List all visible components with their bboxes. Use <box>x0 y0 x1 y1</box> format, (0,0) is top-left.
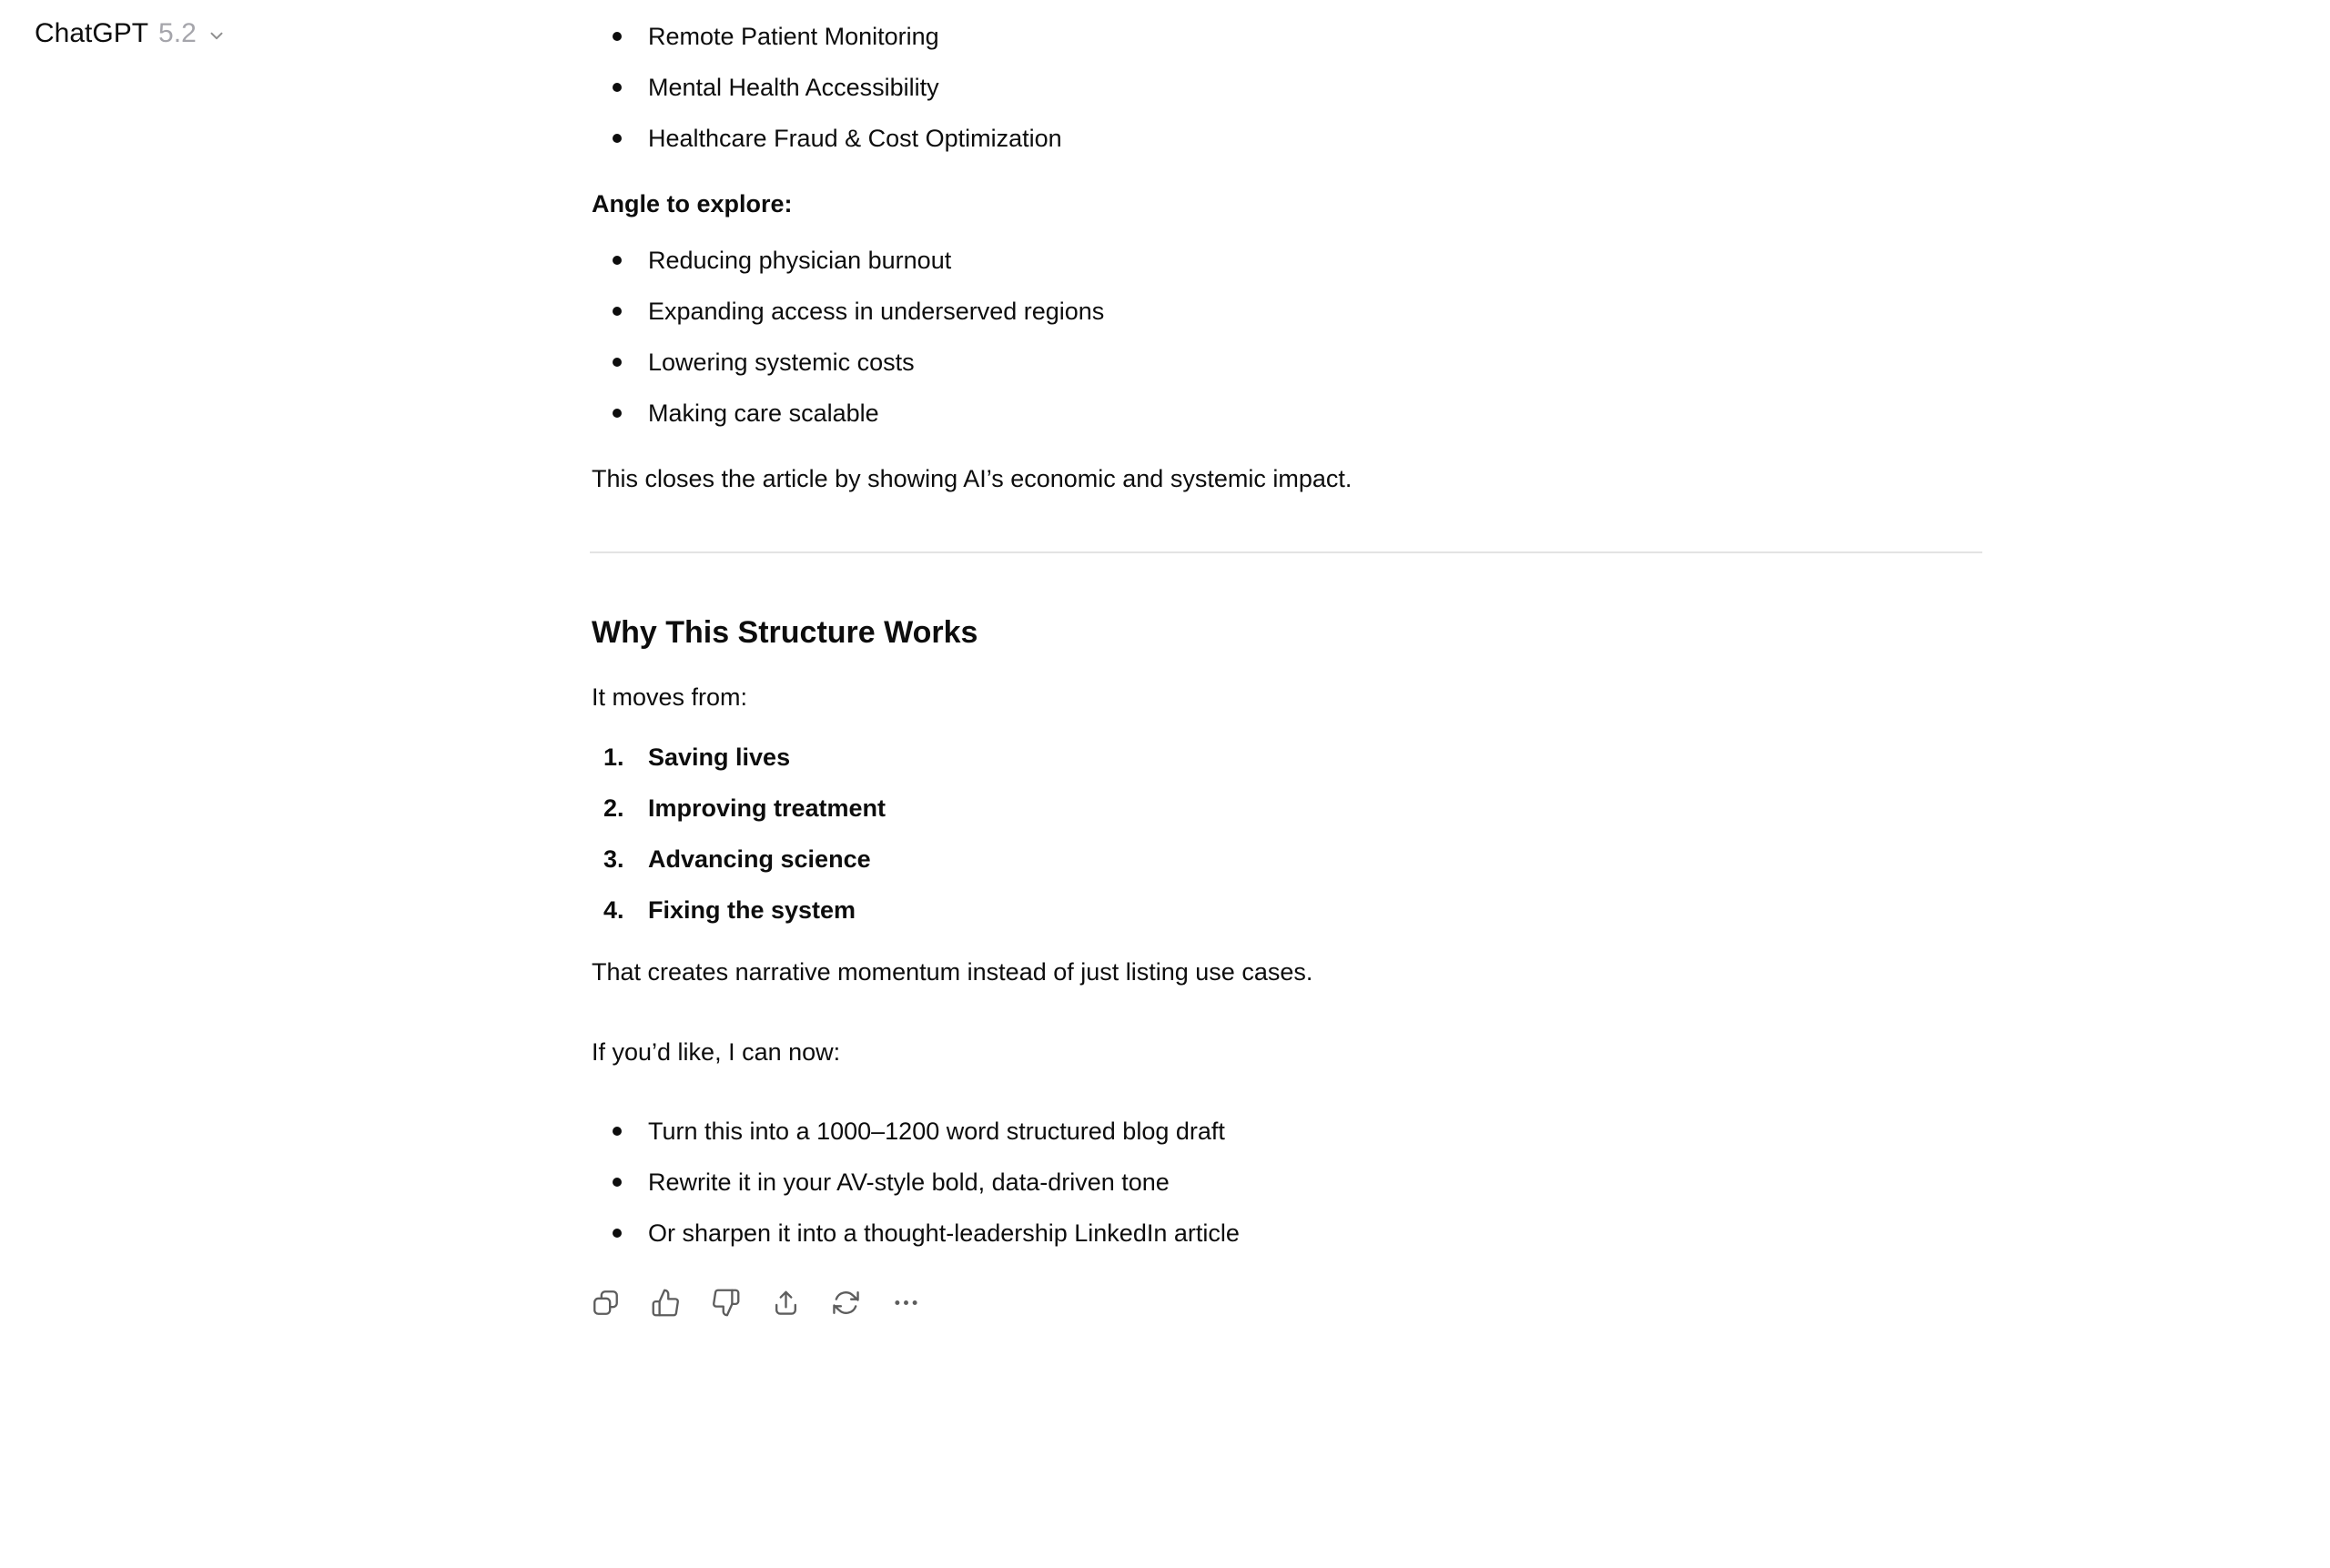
numbered-item-text: Improving treatment <box>648 794 886 822</box>
divider <box>590 551 1982 553</box>
list-item-text: Mental Health Accessibility <box>648 74 939 101</box>
list-item <box>592 11 1984 62</box>
thumbs-up-button[interactable] <box>649 1286 682 1319</box>
copy-button[interactable] <box>589 1286 622 1319</box>
bullet-marker <box>613 307 622 316</box>
offer-paragraph: If you’d like, I can now: <box>592 1038 841 1066</box>
moves-from-text: It moves from: <box>592 683 748 711</box>
numbered-item <box>592 885 1984 936</box>
angle-heading: Angle to explore: <box>592 190 793 217</box>
list-item <box>592 62 1984 113</box>
number-marker: 1. <box>603 744 624 771</box>
list-item-text: Expanding access in underserved regions <box>648 298 1105 325</box>
bullet-marker <box>613 358 622 367</box>
number-marker: 3. <box>603 845 624 873</box>
list-item <box>592 235 1984 286</box>
use-case-list <box>592 11 1984 164</box>
more-icon <box>891 1288 921 1318</box>
bullet-marker <box>613 409 622 418</box>
thumbs-down-button[interactable] <box>709 1286 742 1319</box>
regenerate-button[interactable] <box>829 1286 862 1319</box>
list-item <box>592 388 1984 439</box>
bullet-marker <box>613 32 622 41</box>
offer-list <box>592 1106 1984 1259</box>
numbered-item <box>592 732 1984 783</box>
list-item-text: Making care scalable <box>648 400 879 427</box>
list-item <box>592 113 1984 164</box>
number-marker: 2. <box>603 794 624 822</box>
regenerate-icon <box>831 1288 861 1318</box>
share-icon <box>771 1288 801 1318</box>
numbered-item-text: Fixing the system <box>648 896 856 924</box>
numbered-item-text: Advancing science <box>648 845 871 873</box>
list-item <box>592 286 1984 337</box>
section-heading: Why This Structure Works <box>592 615 978 650</box>
share-button[interactable] <box>769 1286 802 1319</box>
numbered-item <box>592 834 1984 885</box>
momentum-paragraph: That creates narrative momentum instead of just listing use cases. <box>592 958 1313 986</box>
list-item-text: Lowering systemic costs <box>648 349 915 376</box>
list-item <box>592 337 1984 388</box>
message-actions <box>589 1286 922 1319</box>
list-item-text: Remote Patient Monitoring <box>648 23 939 50</box>
list-item-text: Or sharpen it into a thought-leadership LinkedIn article <box>648 1219 1240 1247</box>
list-item-text: Reducing physician burnout <box>648 247 952 274</box>
bullet-marker <box>613 1178 622 1187</box>
list-item <box>592 1208 1984 1259</box>
copy-icon <box>591 1288 621 1318</box>
thumbs-down-icon <box>711 1288 741 1318</box>
number-marker: 4. <box>603 896 624 924</box>
bullet-marker <box>613 83 622 92</box>
closing-paragraph: This closes the article by showing AI’s economic and systemic impact. <box>592 465 1352 492</box>
list-item-text: Rewrite it in your AV-style bold, data-driven tone <box>648 1168 1170 1196</box>
model-version: 5.2 <box>158 18 197 48</box>
structure-numbered-list <box>592 732 1984 936</box>
numbered-item-text: Saving lives <box>648 744 791 771</box>
bullet-marker <box>613 1229 622 1238</box>
angle-list <box>592 235 1984 439</box>
bullet-marker <box>613 256 622 265</box>
bullet-marker <box>613 1127 622 1136</box>
list-item-text: Turn this into a 1000–1200 word structured blog draft <box>648 1118 1225 1145</box>
bullet-marker <box>613 134 622 143</box>
list-item <box>592 1157 1984 1208</box>
numbered-item <box>592 783 1984 834</box>
thumbs-up-icon <box>651 1288 681 1318</box>
list-item <box>592 1106 1984 1157</box>
more-actions-button[interactable] <box>889 1286 922 1319</box>
list-item-text: Healthcare Fraud & Cost Optimization <box>648 125 1062 152</box>
app-name: ChatGPT <box>35 18 149 48</box>
